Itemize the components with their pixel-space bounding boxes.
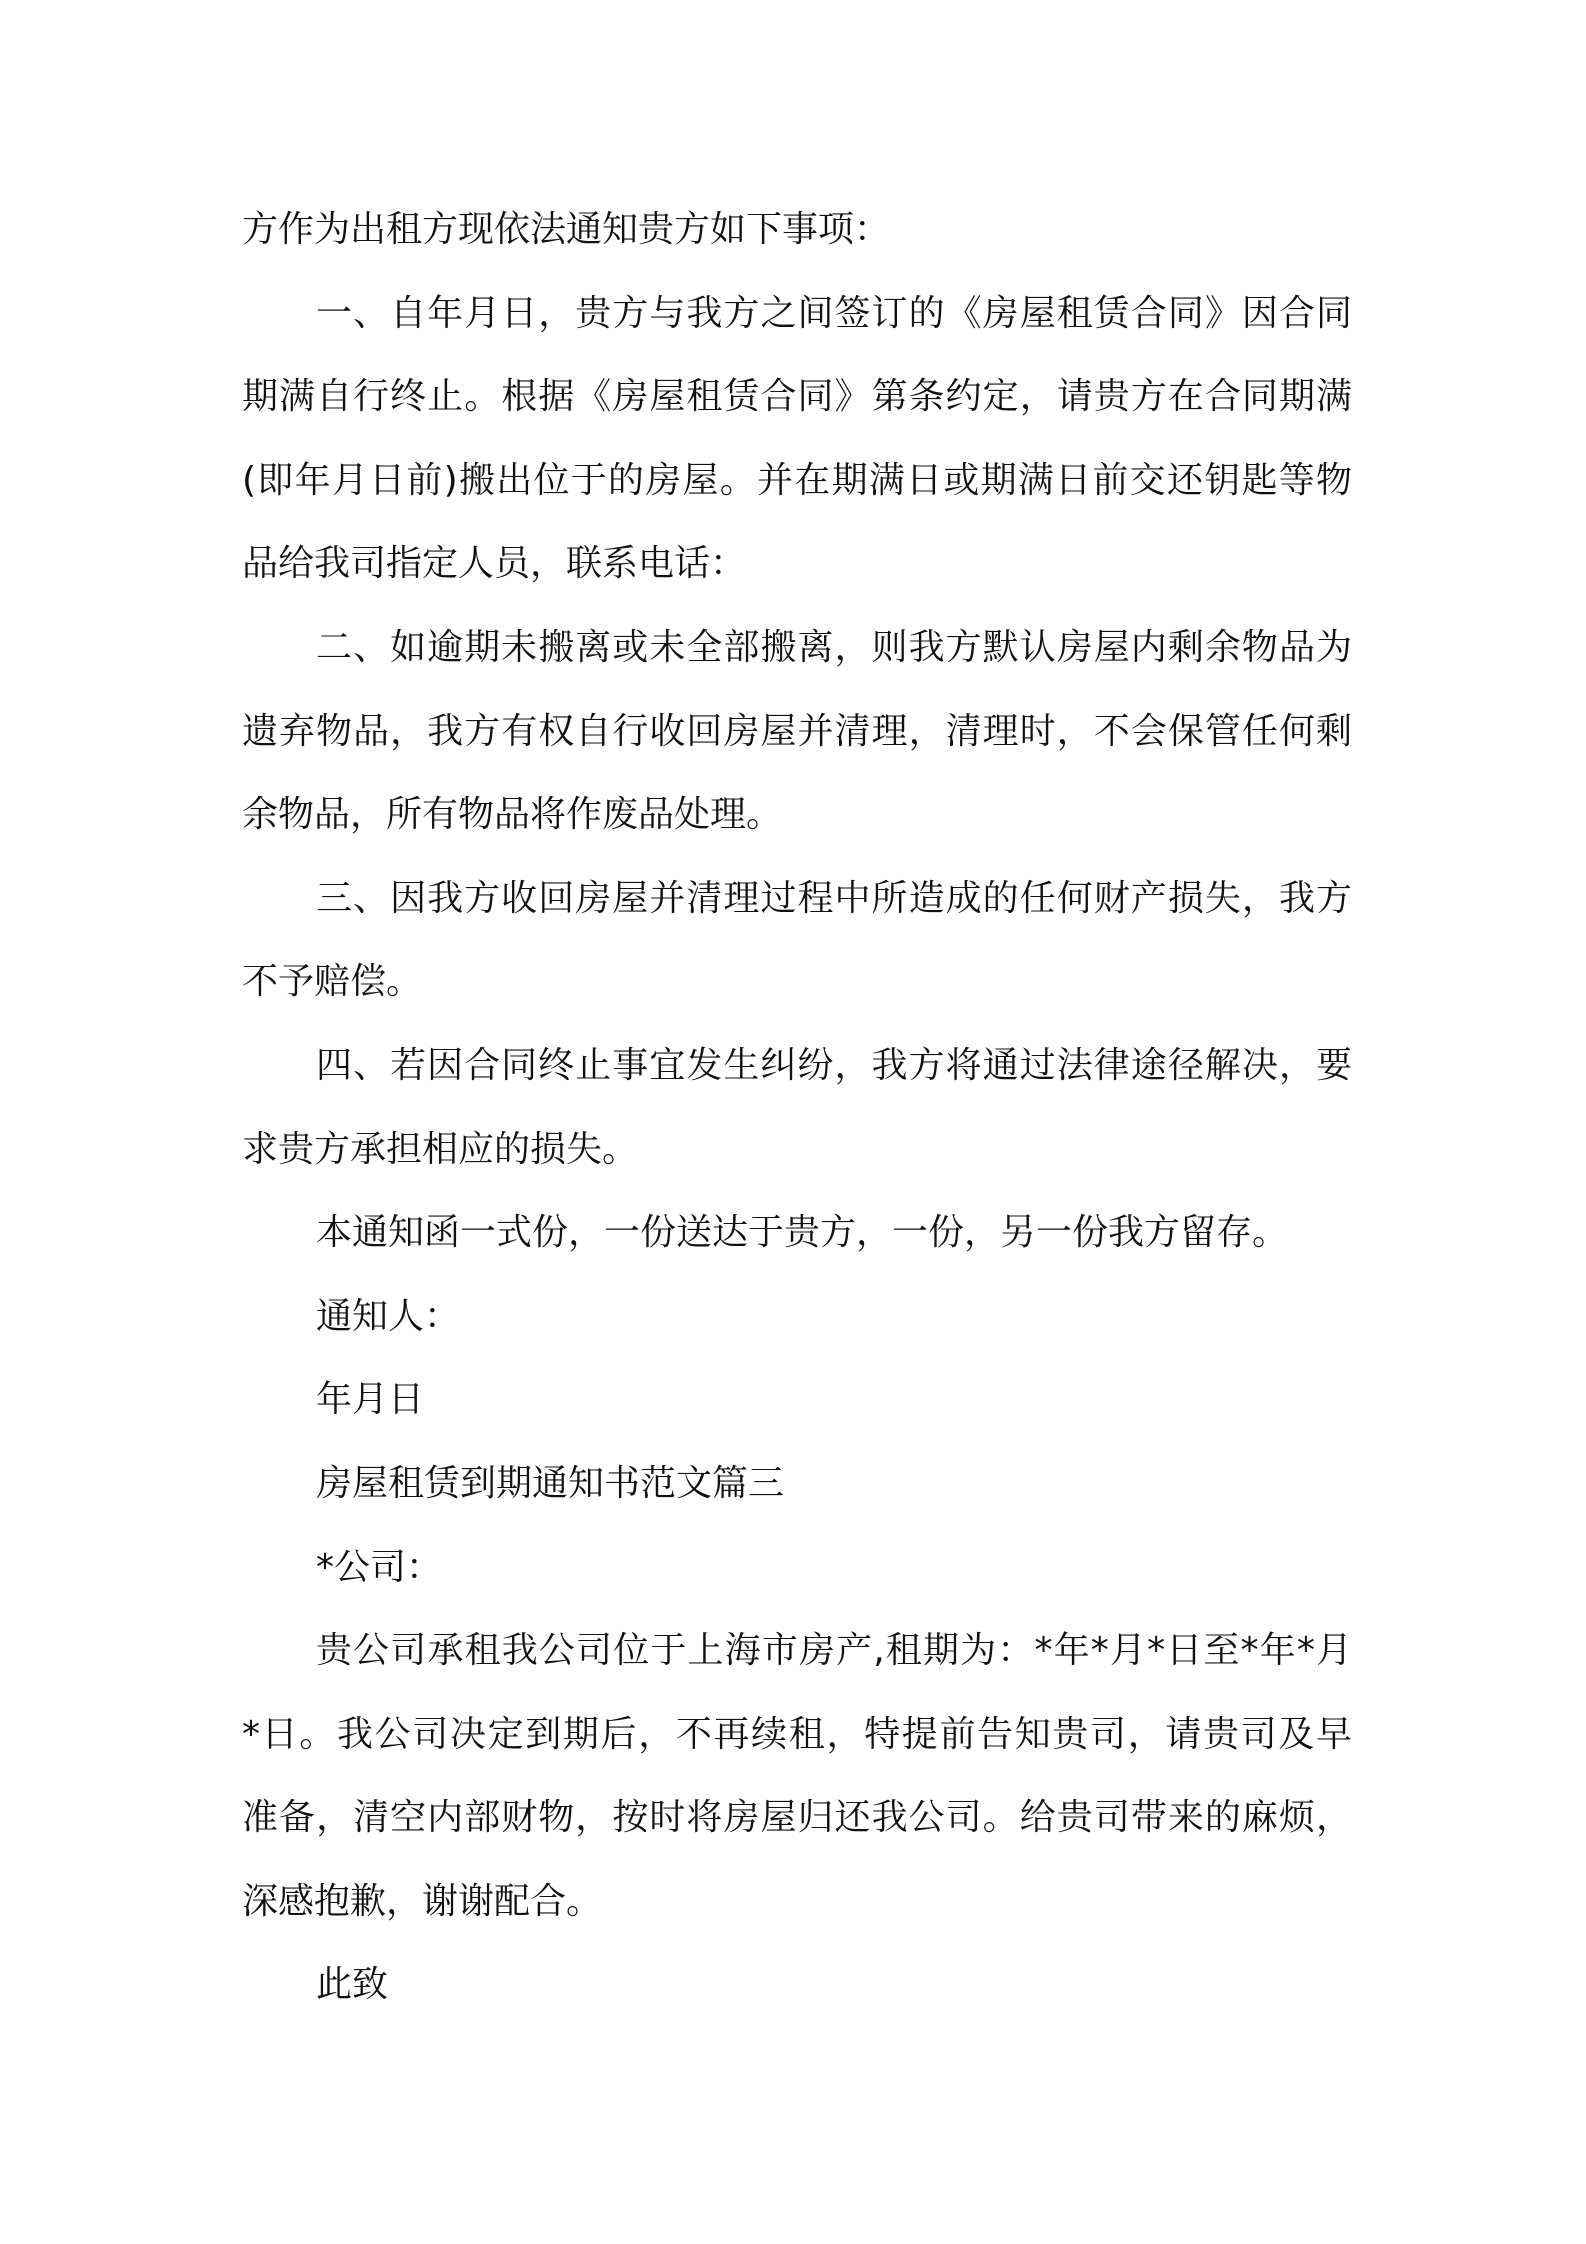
notice-intro-paragraph [242,188,1352,272]
text-line: *日。我公司决定到期后，不再续租，特提前告知贵司，请贵司及早 [242,1713,1352,1755]
date-placeholder [242,1358,1352,1442]
text-line: 准备，清空内部财物，按时将房屋归还我公司。给贵司带来的麻烦， [242,1797,1352,1839]
text-line: *公司： [316,1546,443,1588]
text-line: 此致 [316,1964,389,2006]
text-line: 通知人： [316,1295,461,1337]
text-line: 遗弃物品，我方有权自行收回房屋并清理，清理时，不会保管任何剩 [242,710,1352,752]
letter-body-paragraph [242,1609,1352,1943]
text-line: 二、如逾期未搬离或未全部搬离，则我方默认房屋内剩余物品为 [316,626,1352,668]
text-line: 四、若因合同终止事宜发生纠纷，我方将通过法律途径解决，要 [316,1044,1352,1086]
text-line: 余物品，所有物品将作废品处理。 [242,794,783,836]
clause-one-paragraph [242,272,1352,606]
text-line: 求贵方承担相应的损失。 [242,1128,639,1170]
text-line: 房屋租赁到期通知书范文篇三 [316,1462,785,1504]
closing-salutation [242,1943,1352,2027]
text-line: 深感抱歉，谢谢配合。 [242,1880,603,1922]
text-line: 年月日 [316,1379,425,1421]
text-line: 本通知函一式份，一份送达于贵方，一份，另一份我方留存。 [316,1212,1289,1254]
text-line: 品给我司指定人员，联系电话： [242,543,747,585]
text-line: 贵公司承租我公司位于上海市房产,租期为：*年*月*日至*年*月 [316,1630,1352,1672]
clause-two-paragraph [242,606,1352,857]
section-title [242,1442,1352,1526]
clause-four-paragraph [242,1024,1352,1191]
text-line: 三、因我方收回房屋并清理过程中所造成的任何财产损失，我方 [316,877,1352,919]
text-line: 不予赔偿。 [242,961,423,1003]
text-line: 一、自年月日，贵方与我方之间签订的《房屋租赁合同》因合同 [316,292,1352,334]
notifier-label [242,1275,1352,1359]
clause-three-paragraph [242,857,1352,1024]
text-line: 期满自行终止。根据《房屋租赁合同》第条约定，请贵方在合同期满 [242,376,1352,418]
copies-statement-paragraph [242,1191,1352,1275]
text-line: 方作为出租方现依法通知贵方如下事项： [242,209,891,250]
addressee-line [242,1526,1352,1610]
text-line: (即年月日前)搬出位于的房屋。并在期满日或期满日前交还钥匙等物 [242,459,1352,501]
